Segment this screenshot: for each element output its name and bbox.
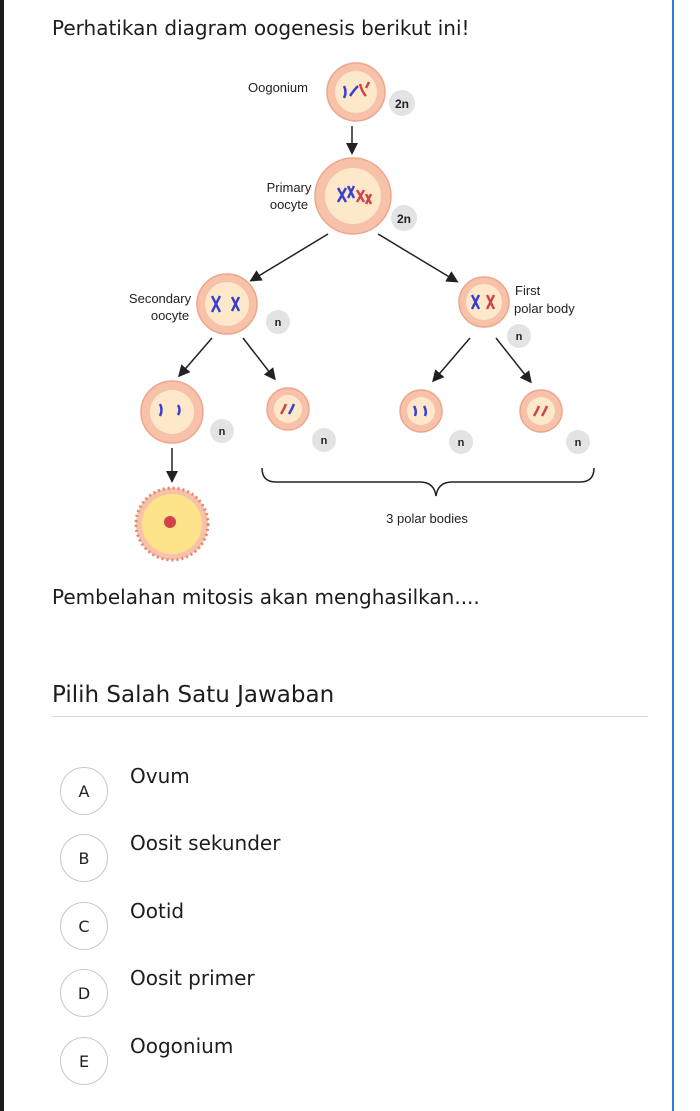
option-a-text: Ovum (130, 764, 190, 788)
arrow-primary-to-first-polar (378, 234, 456, 281)
option-d-letter: D (60, 969, 108, 1017)
question-intro: Perhatikan diagram oogenesis berikut ini! (52, 16, 470, 40)
secondary-oocyte-ploidy-badge (266, 310, 290, 334)
polar-bodies-label: 3 polar bodies (386, 511, 468, 526)
primary-oocyte-ploidy-badge (391, 205, 417, 231)
option-e[interactable] (60, 1034, 620, 1084)
polar-body-2-ploidy-badge (312, 428, 336, 452)
option-a[interactable] (60, 764, 620, 814)
question-prompt: Pembelahan mitosis akan menghasilkan.... (52, 585, 480, 609)
option-c-letter: C (60, 902, 108, 950)
svg-text:n: n (457, 437, 465, 449)
arrow-secondary-to-polar-body-2 (243, 338, 274, 378)
option-d[interactable] (60, 966, 620, 1016)
option-e-letter: E (60, 1037, 108, 1085)
svg-text:n: n (515, 331, 523, 343)
polar-body-2 (267, 388, 309, 430)
ootid-ploidy-badge (210, 419, 234, 443)
primary-oocyte-label-line1: Primary (266, 180, 312, 195)
answers-title: Pilih Salah Satu Jawaban (52, 682, 335, 708)
arrow-first-polar-to-polar-body-3 (434, 338, 470, 380)
option-e-text: Oogonium (130, 1034, 234, 1058)
first-polar-label-line2: polar body (514, 301, 575, 316)
option-b-letter: B (60, 834, 108, 882)
secondary-oocyte-label-line1: Secondary (128, 291, 192, 306)
arrow-primary-to-secondary (252, 234, 328, 280)
polar-body-4 (520, 390, 562, 432)
svg-text:2n: 2n (394, 97, 410, 111)
option-c[interactable] (60, 899, 620, 949)
svg-text:n: n (218, 426, 226, 438)
option-d-text: Oosit primer (130, 966, 255, 990)
first-polar-ploidy-badge (507, 324, 531, 348)
ovum-cell (136, 488, 208, 560)
oogonium-ploidy-badge (389, 90, 415, 116)
secondary-oocyte-label-line2: oocyte (150, 308, 190, 323)
first-polar-body-cell (459, 277, 509, 327)
svg-text:n: n (574, 437, 582, 449)
primary-oocyte-cell (315, 158, 391, 234)
polar-body-4-ploidy-badge (566, 430, 590, 454)
option-b[interactable] (60, 831, 620, 881)
polar-bodies-brace (262, 468, 594, 496)
arrow-secondary-to-ootid (180, 338, 212, 375)
ootid-cell (141, 381, 203, 443)
svg-text:n: n (320, 435, 328, 447)
oogonium-label: Oogonium (248, 80, 308, 95)
option-c-text: Ootid (130, 899, 185, 923)
secondary-oocyte-cell (197, 274, 257, 334)
option-b-text: Oosit sekunder (130, 831, 281, 855)
primary-oocyte-label-line2: oocyte (269, 197, 309, 212)
oogonium-cell (327, 63, 385, 121)
answers-divider (52, 716, 648, 717)
first-polar-label-line1: First (515, 283, 541, 298)
polar-body-3-ploidy-badge (449, 430, 473, 454)
svg-text:n: n (274, 317, 282, 329)
option-a-letter: A (60, 767, 108, 815)
polar-body-3 (400, 390, 442, 432)
svg-text:2n: 2n (396, 212, 412, 226)
